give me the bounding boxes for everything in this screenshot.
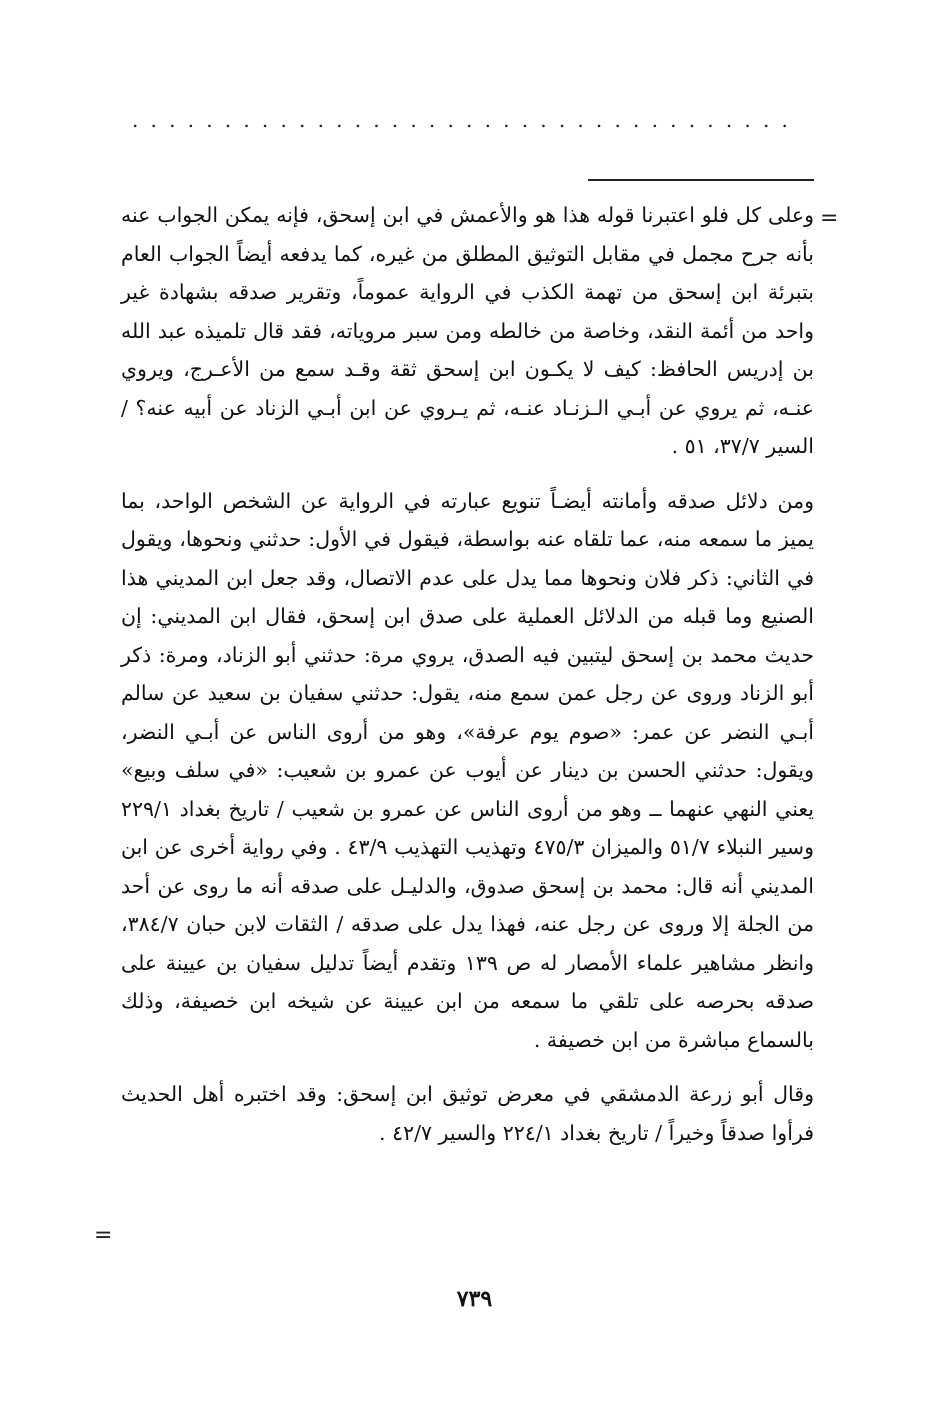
header-dotted-line: .................................... [132,112,801,128]
continuation-mark-top: = [820,206,839,231]
paragraph-3: وقال أبو زرعة الدمشقي في معرض توثيق ابن إسحق: وقد اختبره أهل الحديث فرأوا صدقاً وخيراً / تاريخ بغداد ٢٢٤/١ والسير ٤٢/٧ . [121,1082,814,1145]
page-number: ٧٣٩ [456,1286,493,1312]
footnote-body [121,196,814,1152]
footnote-separator-rule [588,179,814,181]
paragraph-1: وعلى كل فلو اعتبرنا قوله هذا هو والأعمش في ابن إسحق، فإنه يمكن الجواب عنه بأنه جرح مجمل في مقابل التوثيق المطلق من غيره، كما يدفعه أيضاً الجواب العام بتبرئة ابن إسحق من تهمة الكذب في الرواية عموماً، وتقرير صدقه بشهادة غير واحد من أئمة النقد، وخاصة من خالطه ومن سبر مروياته، فقد قال تلميذه عبد الله بن إدريس الحافظ: كيف لا يكـون ابن إسحق ثقة وقـد سمع من الأعـرج، ويروي عنـه، ثم يروي عن أبـي الـزنـاد عنـه، ثم يـروي عن ابن أبـي الزناد عن أبيه عنه؟ / السير ٣٧/٧، ٥١ . [121,203,814,458]
paragraph-2: ومن دلائل صدقه وأمانته أيضـاً تنويع عبارته في الرواية عن الشخص الواحد، بما يميز ما سمعه منه، عما تلقاه عنه بواسطة، فيقول في الأول: حدثني ونحوها، ويقول في الثاني: ذكر فلان ونحوها مما يدل على عدم الاتصال، وقد جعل ابن المديني هذا الصنيع وما قبله من الدلائل العملية على صدق ابن إسحق، فقال ابن المديني: إن حديث محمد بن إسحق ليتبين فيه الصدق، يروي مرة: حدثني أبو الزناد، ومرة: ذكر أبو الزناد وروى عن رجل عمن سمع منه، يقول: حدثني سفيان بن سعيد عن سالم أبـي النضر عن عمر: «صوم يوم عرفة»، وهو من أروى الناس عن أبـي النضر، ويقول: حدثني الحسن بن دينار عن أيوب عن عمرو بن شعيب: «في سلف وبيع» يعني النهي عنهما ــ وهو من أروى الناس عن عمرو بن شعيب / تاريخ بغداد ٢٢٩/١ وسير النبلاء ٥١/٧ والميزان ٤٧٥/٣ وتهذيب التهذيب ٤٣/٩ . وفي رواية أخرى عن ابن المديني أنه قال: محمد بن إسحق صدوق، والدليـل على صدقه أنه ما روى عن أحد من الجلة إلا وروى عن رجل عنه، فهذا يدل على صدقه / الثقات لابن حبان ٣٨٤/٧، وانظر مشاهير علماء الأمصار له ص ١٣٩ وتقدم أيضاً تدليل سفيان بن عيينة على صدقه بحرصه على تلقي ما سمعه من ابن عيينة عن شيخه ابن خصيفة، وذلك بالسماع مباشرة من ابن خصيفة . [121,488,815,1052]
continuation-mark-bottom: = [94,1223,113,1248]
